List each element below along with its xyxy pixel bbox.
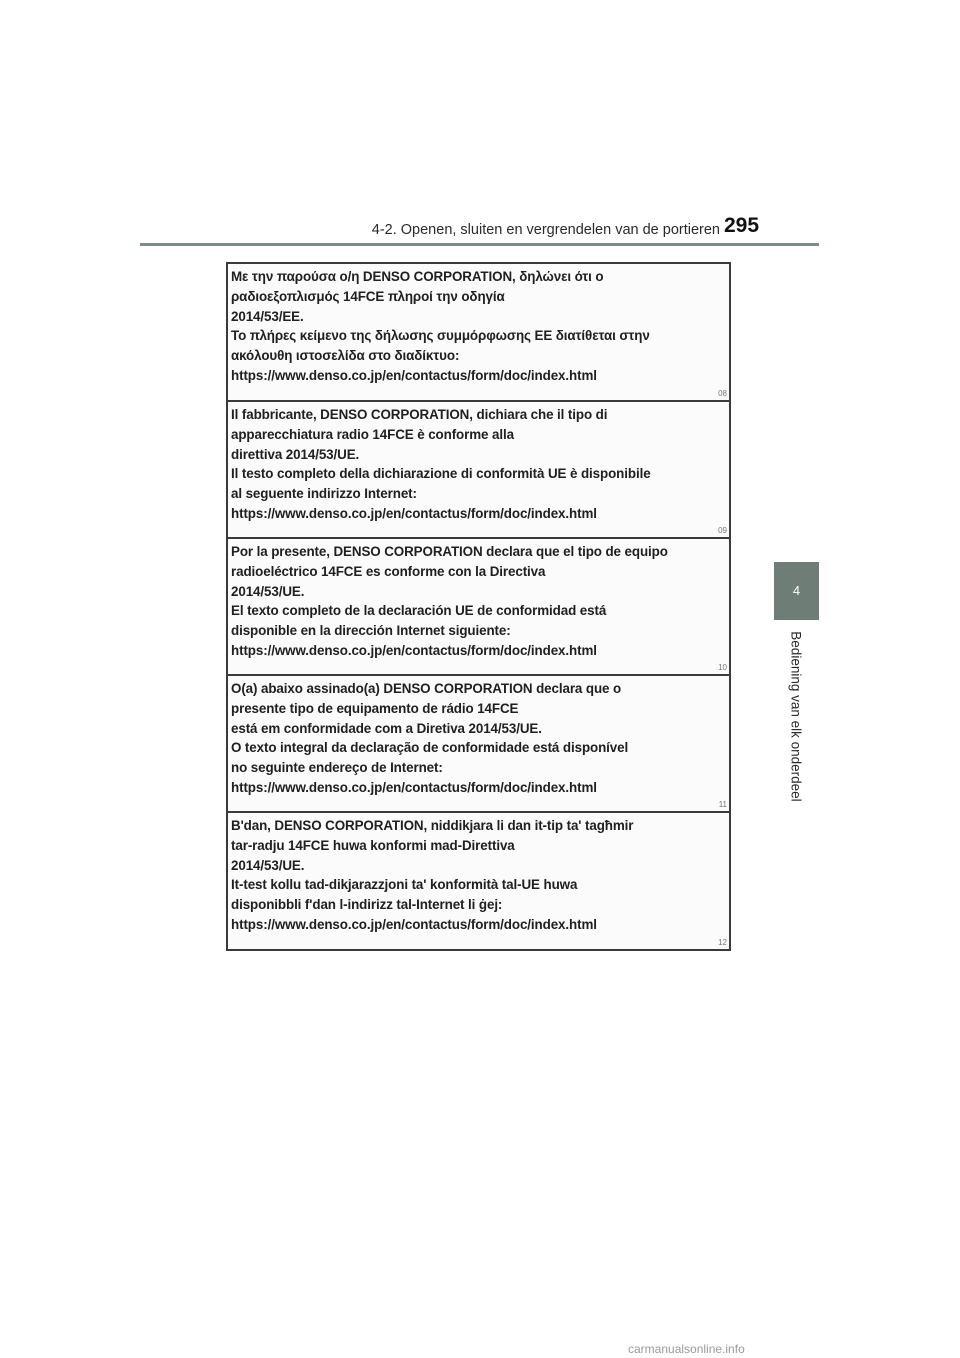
declaration-line: está em conformidade com a Diretiva 2014/53/UE.: [231, 720, 542, 736]
declaration-line: Με την παρούσα ο/η DENSO CORPORATION, δηλώνει ότι ο: [231, 269, 604, 284]
block-tag: 09: [718, 526, 727, 535]
section-title: 4-2. Openen, sluiten en vergrendelen van de portieren: [371, 222, 720, 238]
declaration-block-maltese: [228, 813, 729, 949]
block-tag: 11: [718, 800, 727, 809]
declaration-line: El texto completo de la declaración UE de conformidad está: [231, 603, 607, 619]
declaration-line: O(a) abaixo assinado(a) DENSO CORPORATION declara que o: [231, 681, 622, 696]
declaration-line: disponibbli f'dan l-indirizz tal-Internet li ġej:: [231, 897, 503, 913]
block-tag: 12: [718, 938, 727, 947]
declaration-line: Il testo completo della dichiarazione di conformità UE è disponibile: [231, 466, 651, 482]
declaration-block-italian: [228, 402, 729, 539]
declaration-line: al seguente indirizzo Internet:: [231, 486, 417, 502]
declaration-block-greek: [228, 264, 729, 402]
declaration-line: https://www.denso.co.jp/en/contactus/form/doc/index.html: [231, 916, 597, 932]
page-number: 295: [724, 214, 760, 237]
declaration-line: tar-radju 14FCE huwa konformi mad-Direttiva: [231, 837, 515, 853]
declaration-line: disponible en la dirección Internet siguiente:: [231, 623, 511, 639]
declaration-line: presente tipo de equipamento de rádio 14FCE: [231, 700, 519, 716]
declaration-line: B'dan, DENSO CORPORATION, niddikjara li dan it-tip ta' tagħmir: [231, 818, 634, 833]
declaration-block-portuguese: [228, 676, 729, 813]
declaration-line: ακόλουθη ιστοσελίδα στο διαδίκτυο:: [231, 348, 460, 364]
header-rule: [140, 243, 819, 246]
declaration-line: 2014/53/UE.: [231, 583, 305, 599]
declaration-scan: [226, 262, 731, 951]
declaration-block-spanish: [228, 539, 729, 676]
watermark: carmanualsonline.info: [628, 1342, 745, 1356]
block-tag: 08: [718, 389, 727, 398]
declaration-line: Por la presente, DENSO CORPORATION declara que el tipo de equipo: [231, 544, 668, 559]
declaration-line: apparecchiatura radio 14FCE è conforme alla: [231, 426, 514, 442]
declaration-line: https://www.denso.co.jp/en/contactus/form/doc/index.html: [231, 642, 597, 658]
declaration-line: Το πλήρες κείμενο της δήλωσης συμμόρφωσης ΕΕ διατίθεται στην: [231, 328, 650, 344]
declaration-line: https://www.denso.co.jp/en/contactus/form/doc/index.html: [231, 367, 597, 383]
declaration-line: no seguinte endereço de Internet:: [231, 760, 443, 776]
block-tag: 10: [718, 663, 727, 672]
declaration-line: Il fabbricante, DENSO CORPORATION, dichiara che il tipo di: [231, 407, 608, 422]
declaration-line: 2014/53/UE.: [231, 857, 305, 873]
declaration-line: O texto integral da declaração de conformidade está disponível: [231, 740, 629, 756]
declaration-line: radioeléctrico 14FCE es conforme con la Directiva: [231, 563, 546, 579]
declaration-line: direttiva 2014/53/UE.: [231, 446, 360, 462]
declaration-line: https://www.denso.co.jp/en/contactus/form/doc/index.html: [231, 505, 597, 521]
declaration-line: https://www.denso.co.jp/en/contactus/form/doc/index.html: [231, 779, 597, 795]
chapter-label-text: Bediening van elk onderdeel: [788, 631, 804, 802]
declaration-line: 2014/53/EE.: [231, 308, 304, 324]
declaration-line: It-test kollu tad-dikjarazzjoni ta' konformità tal-UE huwa: [231, 877, 578, 893]
chapter-tab: 4: [774, 562, 819, 620]
declaration-line: ραδιοεξοπλισμός 14FCE πληροί την οδηγία: [231, 288, 505, 304]
